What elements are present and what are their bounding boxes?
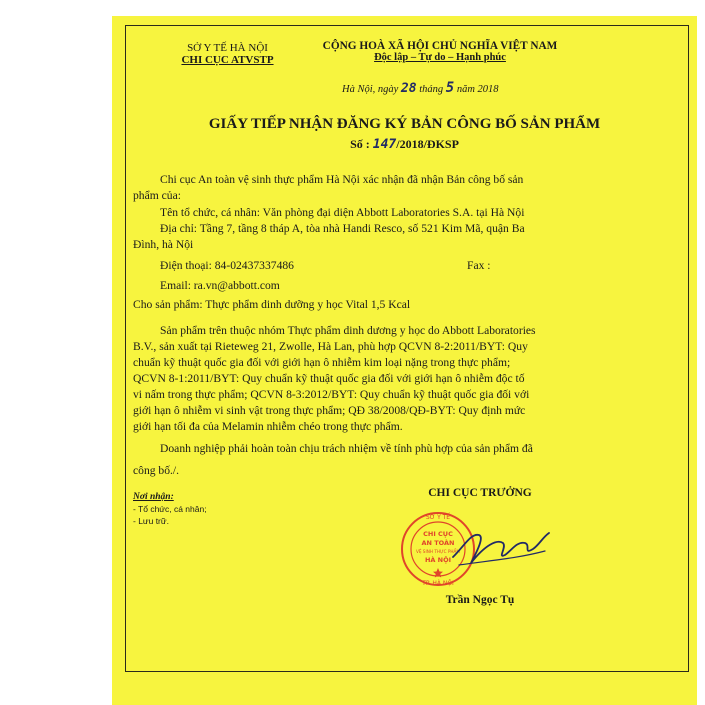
issuer-ministry: SỞ Y TẾ HÀ NỘI bbox=[187, 42, 268, 54]
date-prefix: Hà Nội, ngày bbox=[342, 84, 399, 95]
para-line-2: B.V., sản xuất tại Rieteweg 21, Zwolle, Hà Lan, phù hợp QCVN 8-2:2011/BYT: Quy bbox=[133, 340, 528, 353]
fax-label: Fax : bbox=[467, 259, 491, 272]
signer-role: CHI CỤC TRƯỞNG bbox=[428, 487, 532, 499]
phone-line: Điện thoại: 84-02437337486 bbox=[160, 259, 294, 272]
number-handwritten: 147 bbox=[372, 137, 397, 152]
issuer-agency: CHI CỤC ATVSTP bbox=[181, 54, 274, 66]
national-heading bbox=[310, 40, 570, 63]
signer-name: Trần Ngọc Tụ bbox=[445, 594, 515, 606]
product-line: Cho sản phẩm: Thực phẩm dinh dưỡng y học Vital 1,5 Kcal bbox=[133, 298, 411, 311]
stamp-line: CHI CỤC bbox=[423, 530, 453, 538]
date-month-label: tháng bbox=[419, 84, 444, 95]
recipients-title: Nơi nhận: bbox=[133, 492, 174, 502]
date-year: năm 2018 bbox=[456, 84, 499, 95]
address-line-1: Địa chỉ: Tầng 7, tầng 8 tháp A, tòa nhà Handi Resco, số 521 Kim Mã, quận Ba bbox=[160, 222, 525, 235]
issuer-block bbox=[150, 42, 305, 66]
motto: Độc lập – Tự do – Hạnh phúc bbox=[374, 52, 506, 63]
recipient-item: - Lưu trữ. bbox=[133, 516, 169, 526]
email-line: Email: ra.vn@abbott.com bbox=[160, 279, 280, 292]
stamp-line: AN TOÀN bbox=[421, 539, 455, 547]
document-number bbox=[112, 137, 697, 152]
org-line: Tên tổ chức, cá nhân: Văn phòng đại diện Abbott Laboratories S.A. tại Hà Nội bbox=[160, 206, 525, 219]
number-suffix: /2018/ĐKSP bbox=[396, 137, 459, 151]
date-day: 28 bbox=[400, 81, 417, 96]
date-month: 5 bbox=[445, 80, 455, 96]
para-line-1: Sản phẩm trên thuộc nhóm Thực phẩm dinh dương y học do Abbott Laboratories bbox=[160, 324, 536, 337]
handwritten-signature bbox=[445, 515, 555, 585]
para-line-5: vi nấm trong thực phẩm; QCVN 8-3:2012/BYT: Quy chuẩn kỹ thuật quốc gia đối với bbox=[133, 388, 530, 401]
stamp-ring-bottom: TP. HÀ NỘI bbox=[422, 580, 454, 587]
para-line-4: QCVN 8-1:2011/BYT: Quy chuẩn kỹ thuật quốc gia đối với giới hạn ô nhiễm độc tố bbox=[133, 372, 525, 385]
para-line-3: chuẩn kỹ thuật quốc gia đối với giới hạn ô nhiễm kim loại nặng trong thực phẩm; bbox=[133, 356, 511, 369]
address-line-2: Đình, hà Nội bbox=[133, 238, 194, 251]
stamp-line: VỆ SINH THỰC PHẨM bbox=[415, 549, 461, 554]
number-prefix: Số : bbox=[350, 137, 370, 151]
stamp-line: HÀ NỘI bbox=[424, 556, 452, 564]
stamp-ring-top: SỞ Y TẾ bbox=[425, 514, 451, 521]
para-line-7: giới hạn tối đa của Melamin nhiễm chéo trong thực phẩm. bbox=[133, 420, 403, 433]
intro-line-1: Chi cục An toàn vệ sinh thực phẩm Hà Nội xác nhận đã nhận Bản công bố sản bbox=[160, 173, 524, 186]
document-title: GIẤY TIẾP NHẬN ĐĂNG KÝ BẢN CÔNG BỐ SẢN PHẨM bbox=[208, 116, 601, 132]
responsibility-line-1: Doanh nghiệp phải hoàn toàn chịu trách nhiệm về tính phù hợp của sản phẩm đã bbox=[160, 442, 533, 455]
date-line bbox=[342, 80, 582, 96]
intro-line-2: phẩm của: bbox=[133, 189, 181, 202]
responsibility-line-2: công bố./. bbox=[133, 464, 180, 477]
para-line-6: giới hạn ô nhiễm vi sinh vật trong thực phẩm; QĐ 38/2008/QĐ-BYT: Quy định mức bbox=[133, 404, 526, 417]
recipients-block bbox=[133, 492, 263, 526]
recipient-item: - Tổ chức, cá nhân; bbox=[133, 504, 207, 514]
republic-name: CỘNG HOÀ XÃ HỘI CHỦ NGHĨA VIỆT NAM bbox=[322, 40, 558, 52]
